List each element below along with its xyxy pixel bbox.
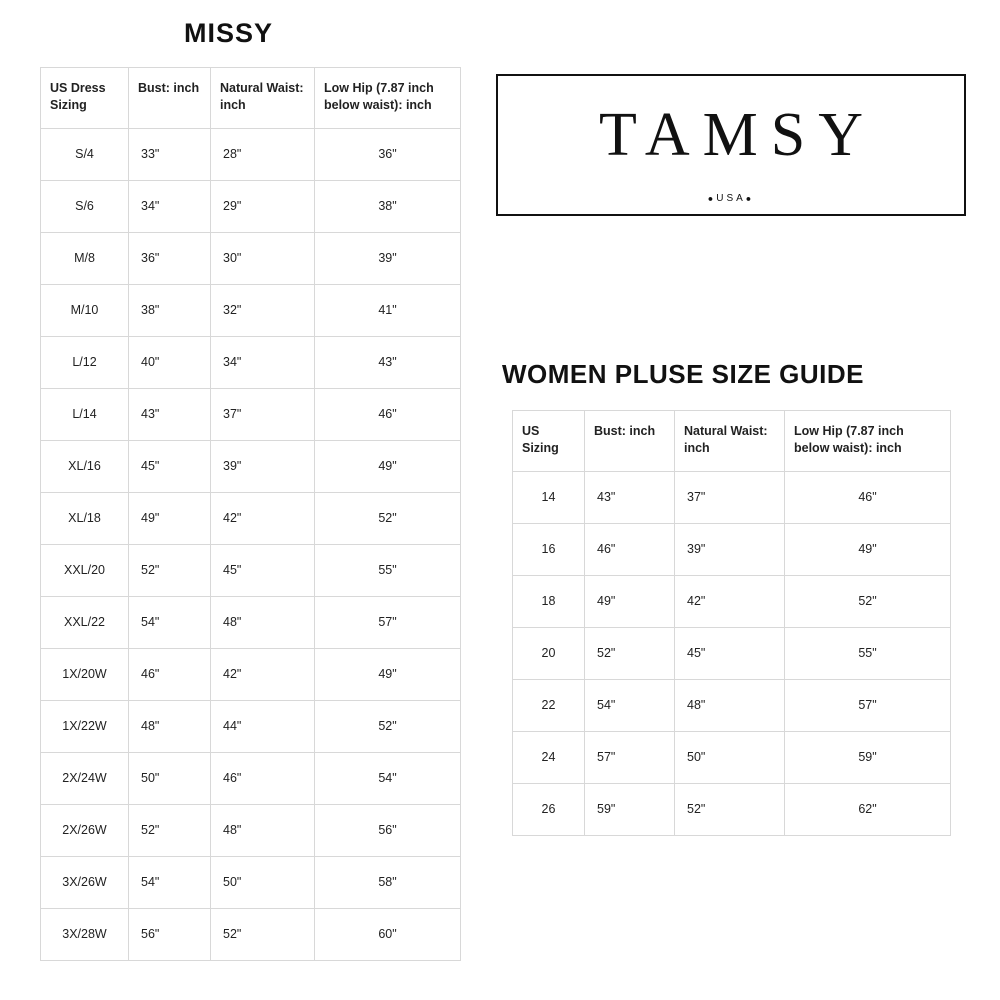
plus-size-title: WOMEN PLUSE SIZE GUIDE: [502, 359, 865, 389]
missy-size-table: [40, 67, 461, 961]
size-label-cell: 22: [513, 679, 585, 731]
measurement-cell: 42": [211, 492, 315, 544]
measurement-cell: 39": [675, 523, 785, 575]
measurement-cell: 52": [211, 908, 315, 960]
measurement-cell: 49": [585, 575, 675, 627]
column-header-us-sizing: US Sizing: [513, 411, 585, 472]
table-row: [41, 492, 461, 544]
column-header-natural-waist: Natural Waist: inch: [211, 68, 315, 129]
table-row: [41, 440, 461, 492]
measurement-cell: 30": [211, 232, 315, 284]
measurement-cell: 50": [675, 731, 785, 783]
size-label-cell: 1X/22W: [41, 700, 129, 752]
plus-size-table: [512, 410, 951, 836]
measurement-cell: 46": [211, 752, 315, 804]
missy-title: MISSY: [184, 18, 274, 48]
measurement-cell: 38": [315, 180, 461, 232]
table-row: [41, 856, 461, 908]
measurement-cell: 43": [585, 471, 675, 523]
column-header-low-hip: Low Hip (7.87 inch below waist): inch: [785, 411, 951, 472]
measurement-cell: 37": [211, 388, 315, 440]
measurement-cell: 55": [785, 627, 951, 679]
table-row: [41, 648, 461, 700]
measurement-cell: 34": [211, 336, 315, 388]
measurement-cell: 57": [315, 596, 461, 648]
table-row: [41, 232, 461, 284]
table-row: [41, 180, 461, 232]
size-label-cell: 24: [513, 731, 585, 783]
measurement-cell: 56": [315, 804, 461, 856]
column-header-us-dress-sizing: US Dress Sizing: [41, 68, 129, 129]
table-row: [41, 128, 461, 180]
measurement-cell: 50": [211, 856, 315, 908]
measurement-cell: 43": [129, 388, 211, 440]
size-label-cell: S/4: [41, 128, 129, 180]
table-row: [41, 336, 461, 388]
column-header-natural-waist: Natural Waist: inch: [675, 411, 785, 472]
logo-wordmark: TAMSY: [598, 101, 877, 169]
size-label-cell: 3X/28W: [41, 908, 129, 960]
size-label-cell: L/12: [41, 336, 129, 388]
measurement-cell: 42": [675, 575, 785, 627]
size-label-cell: XXL/22: [41, 596, 129, 648]
measurement-cell: 52": [315, 700, 461, 752]
measurement-cell: 59": [785, 731, 951, 783]
measurement-cell: 55": [315, 544, 461, 596]
measurement-cell: 57": [585, 731, 675, 783]
measurement-cell: 48": [211, 804, 315, 856]
measurement-cell: 40": [129, 336, 211, 388]
table-row: [41, 388, 461, 440]
measurement-cell: 34": [129, 180, 211, 232]
measurement-cell: 39": [315, 232, 461, 284]
table-row: [513, 523, 951, 575]
size-label-cell: S/6: [41, 180, 129, 232]
measurement-cell: 54": [315, 752, 461, 804]
measurement-cell: 29": [211, 180, 315, 232]
table-header-row: [41, 68, 461, 129]
measurement-cell: 43": [315, 336, 461, 388]
measurement-cell: 54": [129, 596, 211, 648]
table-row: [41, 544, 461, 596]
table-row: [41, 804, 461, 856]
table-row: [41, 284, 461, 336]
measurement-cell: 41": [315, 284, 461, 336]
size-label-cell: XL/18: [41, 492, 129, 544]
table-row: [513, 471, 951, 523]
size-label-cell: 3X/26W: [41, 856, 129, 908]
size-label-cell: XXL/20: [41, 544, 129, 596]
measurement-cell: 39": [211, 440, 315, 492]
measurement-cell: 52": [585, 627, 675, 679]
measurement-cell: 52": [675, 783, 785, 835]
logo-subtitle-text: USA: [716, 193, 746, 204]
table-row: [41, 596, 461, 648]
size-label-cell: 14: [513, 471, 585, 523]
measurement-cell: 46": [129, 648, 211, 700]
measurement-cell: 49": [785, 523, 951, 575]
plus-table-wrap: [512, 410, 950, 836]
measurement-cell: 58": [315, 856, 461, 908]
measurement-cell: 45": [129, 440, 211, 492]
size-label-cell: L/14: [41, 388, 129, 440]
table-row: [513, 679, 951, 731]
measurement-cell: 52": [129, 544, 211, 596]
logo-subtitle: [498, 193, 964, 204]
table-row: [513, 575, 951, 627]
size-label-cell: M/8: [41, 232, 129, 284]
missy-section: [40, 18, 460, 961]
measurement-cell: 42": [211, 648, 315, 700]
measurement-cell: 45": [211, 544, 315, 596]
tamsy-logo: [496, 74, 966, 216]
table-header-row: [513, 411, 951, 472]
measurement-cell: 62": [785, 783, 951, 835]
table-row: [513, 731, 951, 783]
measurement-cell: 49": [315, 648, 461, 700]
size-label-cell: M/10: [41, 284, 129, 336]
measurement-cell: 48": [211, 596, 315, 648]
measurement-cell: 45": [675, 627, 785, 679]
logo-dot-left: ●: [707, 193, 717, 204]
size-label-cell: 2X/26W: [41, 804, 129, 856]
measurement-cell: 49": [129, 492, 211, 544]
right-column: [496, 74, 966, 836]
table-row: [41, 752, 461, 804]
size-label-cell: 26: [513, 783, 585, 835]
measurement-cell: 59": [585, 783, 675, 835]
table-row: [513, 627, 951, 679]
measurement-cell: 32": [211, 284, 315, 336]
measurement-cell: 52": [315, 492, 461, 544]
size-label-cell: 2X/24W: [41, 752, 129, 804]
measurement-cell: 54": [585, 679, 675, 731]
measurement-cell: 44": [211, 700, 315, 752]
measurement-cell: 37": [675, 471, 785, 523]
measurement-cell: 36": [129, 232, 211, 284]
measurement-cell: 46": [785, 471, 951, 523]
measurement-cell: 48": [129, 700, 211, 752]
measurement-cell: 28": [211, 128, 315, 180]
measurement-cell: 57": [785, 679, 951, 731]
measurement-cell: 33": [129, 128, 211, 180]
column-header-bust: Bust: inch: [129, 68, 211, 129]
size-label-cell: 20: [513, 627, 585, 679]
column-header-bust: Bust: inch: [585, 411, 675, 472]
table-row: [41, 700, 461, 752]
measurement-cell: 54": [129, 856, 211, 908]
table-row: [41, 908, 461, 960]
logo-dot-right: ●: [745, 193, 755, 204]
measurement-cell: 36": [315, 128, 461, 180]
measurement-cell: 38": [129, 284, 211, 336]
size-label-cell: XL/16: [41, 440, 129, 492]
measurement-cell: 46": [585, 523, 675, 575]
measurement-cell: 50": [129, 752, 211, 804]
size-label-cell: 1X/20W: [41, 648, 129, 700]
size-label-cell: 18: [513, 575, 585, 627]
measurement-cell: 52": [129, 804, 211, 856]
column-header-low-hip: Low Hip (7.87 inch below waist): inch: [315, 68, 461, 129]
measurement-cell: 49": [315, 440, 461, 492]
measurement-cell: 52": [785, 575, 951, 627]
size-label-cell: 16: [513, 523, 585, 575]
measurement-cell: 48": [675, 679, 785, 731]
measurement-cell: 46": [315, 388, 461, 440]
measurement-cell: 56": [129, 908, 211, 960]
measurement-cell: 60": [315, 908, 461, 960]
table-row: [513, 783, 951, 835]
